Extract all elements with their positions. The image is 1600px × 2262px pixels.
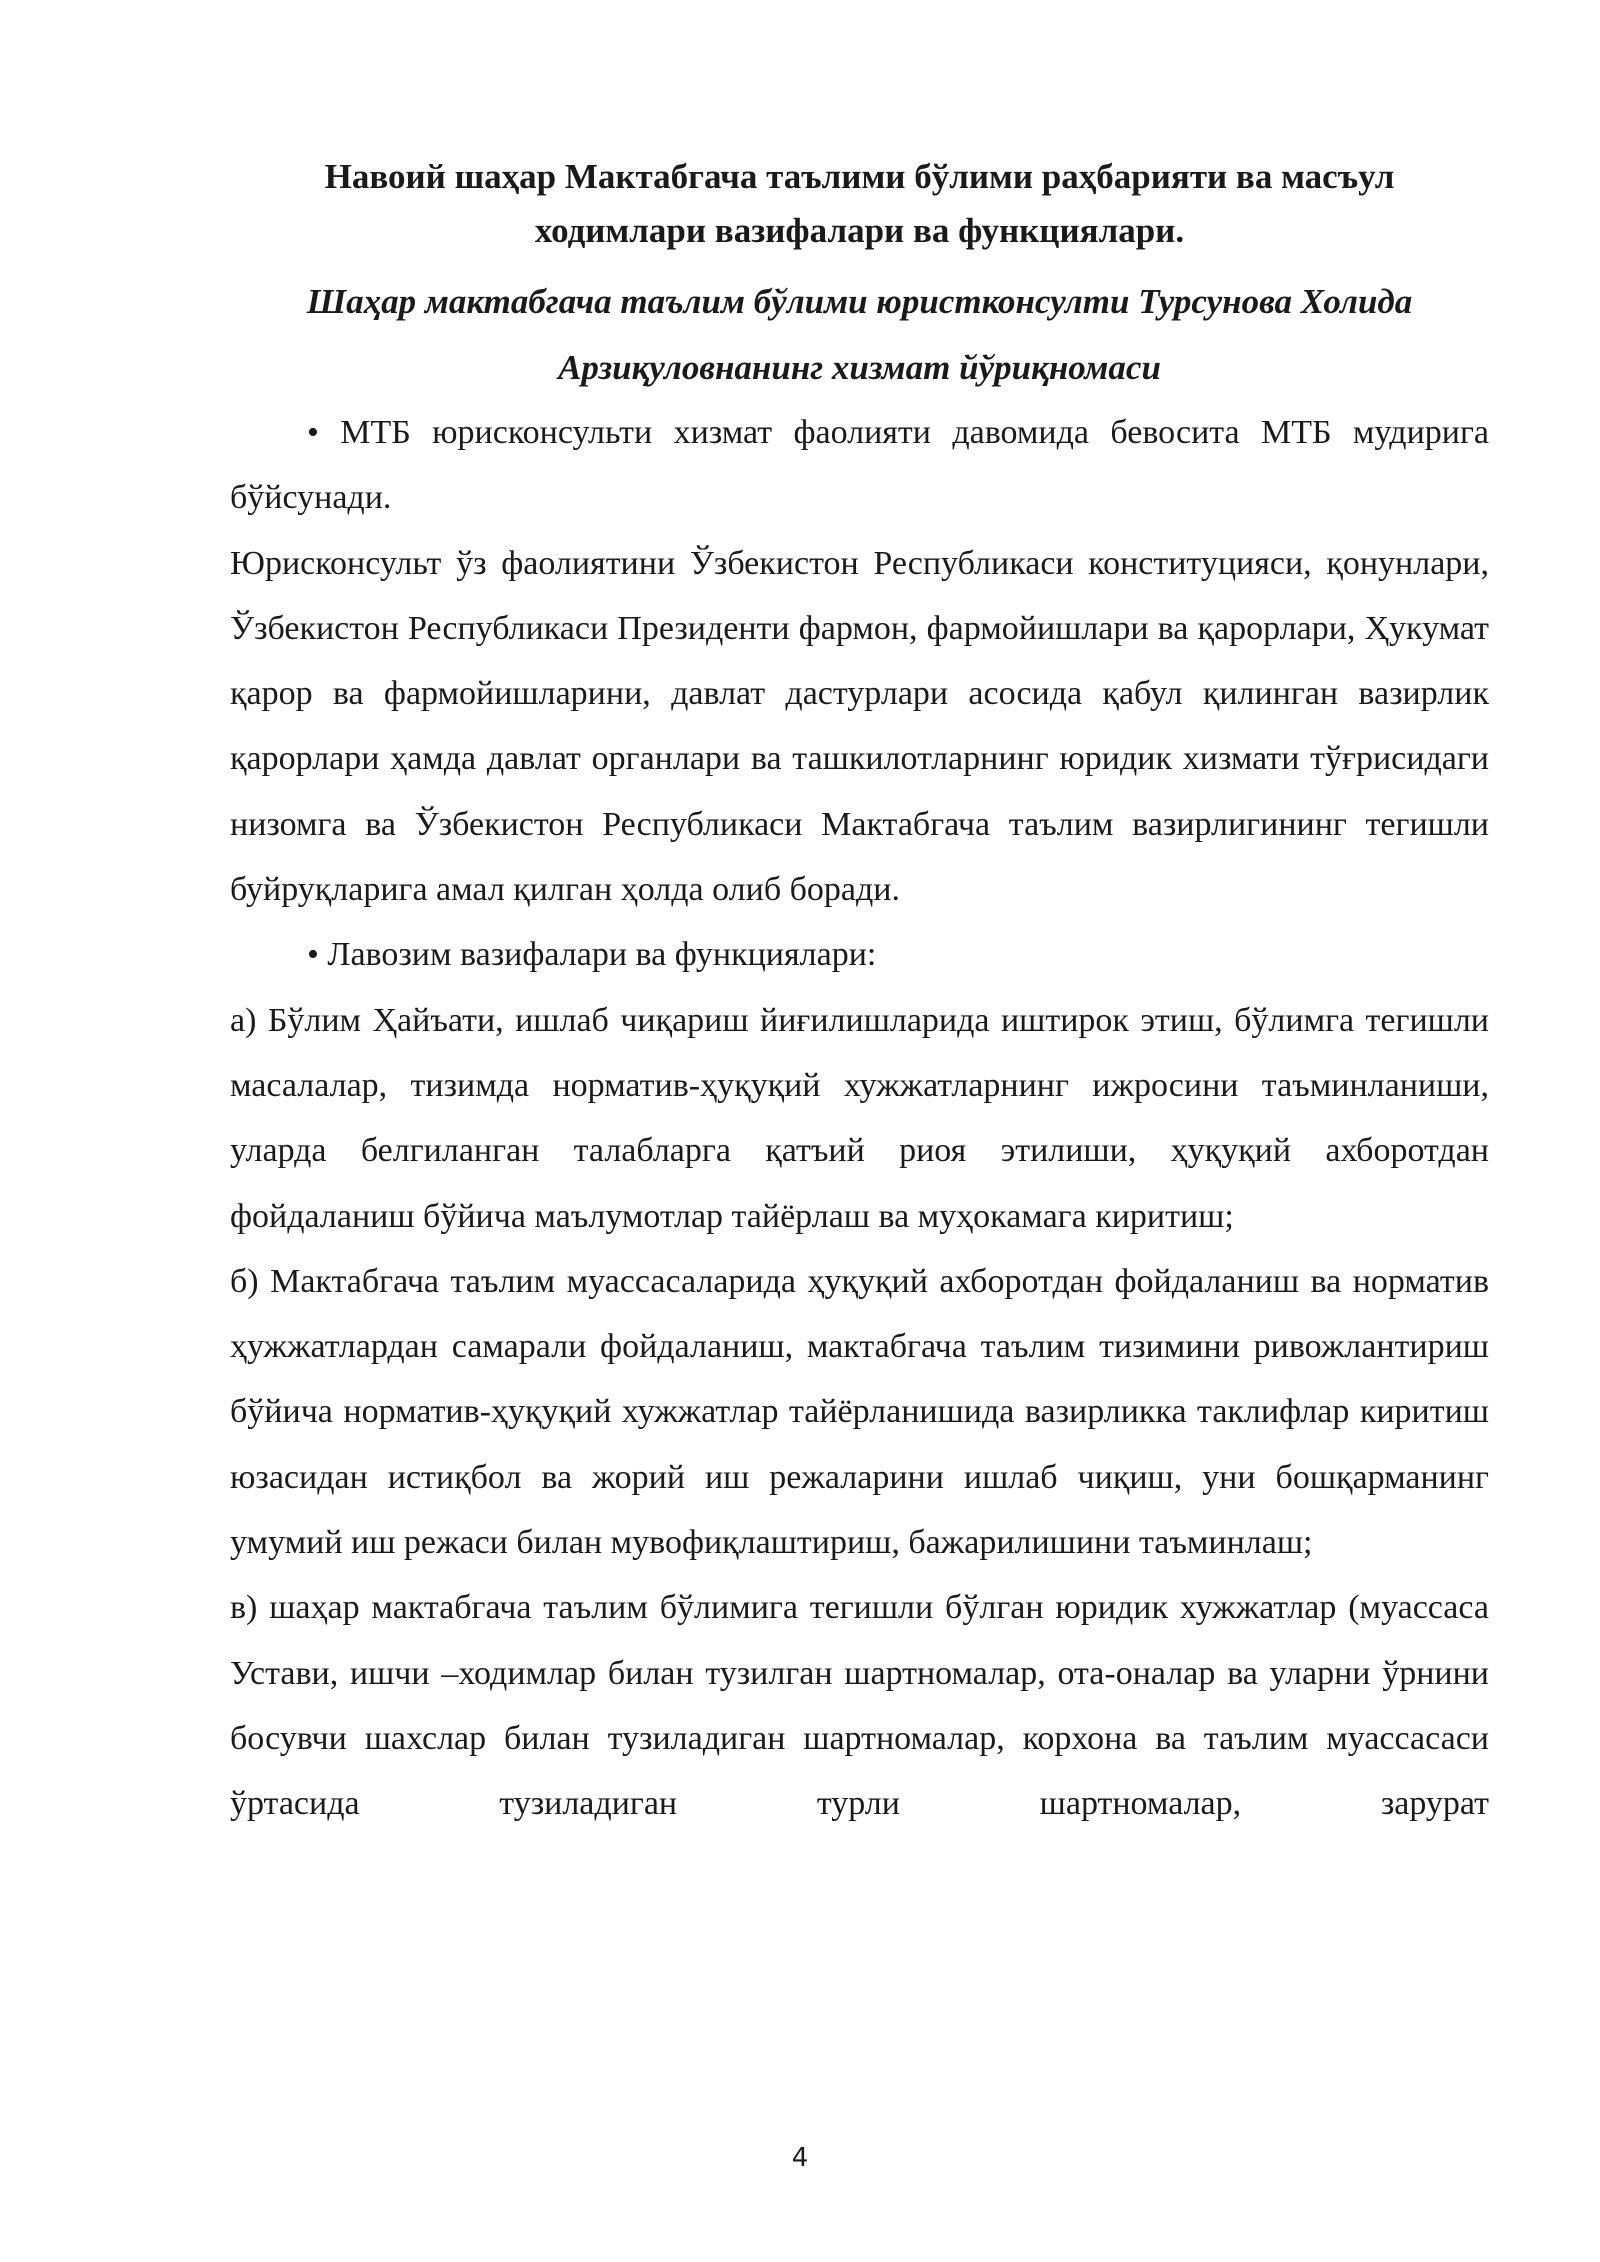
paragraph-duties-heading: • Лавозим вазифалари ва функциялари: <box>307 936 877 974</box>
document-title: Навоий шаҳар Мактабгача таълими бўлими раҳбарияти ва масъул ходимлари вазифалари ва функциялари. <box>324 157 1395 250</box>
paragraph-item-v: в) шаҳар мактабгача таълим бўлимига тегишли бўлган юридик хужжатлар (муассаса Устави, ишчи –ходимлар билан тузилган шартномалар, ота-оналар ва уларни ўрнини босувчи шахслар билан тузиладиган шартномалар, корхона ва таълим муассасаси ўртасида тузиладиган турли шартномалар, зарурат <box>230 1589 1489 1823</box>
paragraph-legal-basis: Юрисконсульт ўз фаолиятини Ўзбекистон Республикаси конституцияси, қонунлари, Ўзбекистон Республикаси Президенти фармон, фармойишлари ва қарорлари, Ҳукумат қарор ва фармойишларини, давлат дастурлари асосида қабул қилинган вазирлик қарорлари ҳамда давлат органлари ва ташкилотларнинг юридик хизмати тўғрисидаги низомга ва Ўзбекистон Республикаси Мактабгача таълим вазирлигининг тегишли буйруқларига амал қилган ҳолда олиб боради. <box>230 544 1489 909</box>
page-body <box>230 150 1489 1837</box>
paragraph-item-a: а) Бўлим Ҳайъати, ишлаб чиқариш йиғилишларида иштирок этиш, бўлимга тегишли масалалар, тизимда норматив-ҳуқуқий хужжатларнинг ижросини таъминланиши, уларда белгиланган талабларга қатъий риоя этилиши, ҳуқуқий ахборотдан фойдаланиш бўйича маълумотлар тайёрлаш ва муҳокамага киритиш; <box>230 1001 1489 1235</box>
paragraph-item-b: б) Мактабгача таълим муассасаларида ҳуқуқий ахборотдан фойдаланиш ва норматив ҳужжатлардан самарали фойдаланиш, мактабгача таълим тизимини ривожлантириш бўйича норматив-ҳуқуқий хужжатлар тайёрланишида вазирликка таклифлар киритиш юзасидан истиқбол ва жорий иш режаларини ишлаб чиқиш, уни бошқарманинг умумий иш режаси билан мувофиқлаштириш, бажарилишини таъминлаш; <box>230 1262 1489 1562</box>
document-subtitle: Шаҳар мактабгача таълим бўлими юристконсулти Турсунова Холида Арзиқуловнанинг хизмат йўриқномаси <box>306 282 1413 387</box>
paragraph-subordination: • МТБ юрисконсульти хизмат фаолияти давомида бевосита МТБ мудирига бўйсунади. <box>230 414 1489 517</box>
page-number: 4 <box>791 2143 809 2173</box>
